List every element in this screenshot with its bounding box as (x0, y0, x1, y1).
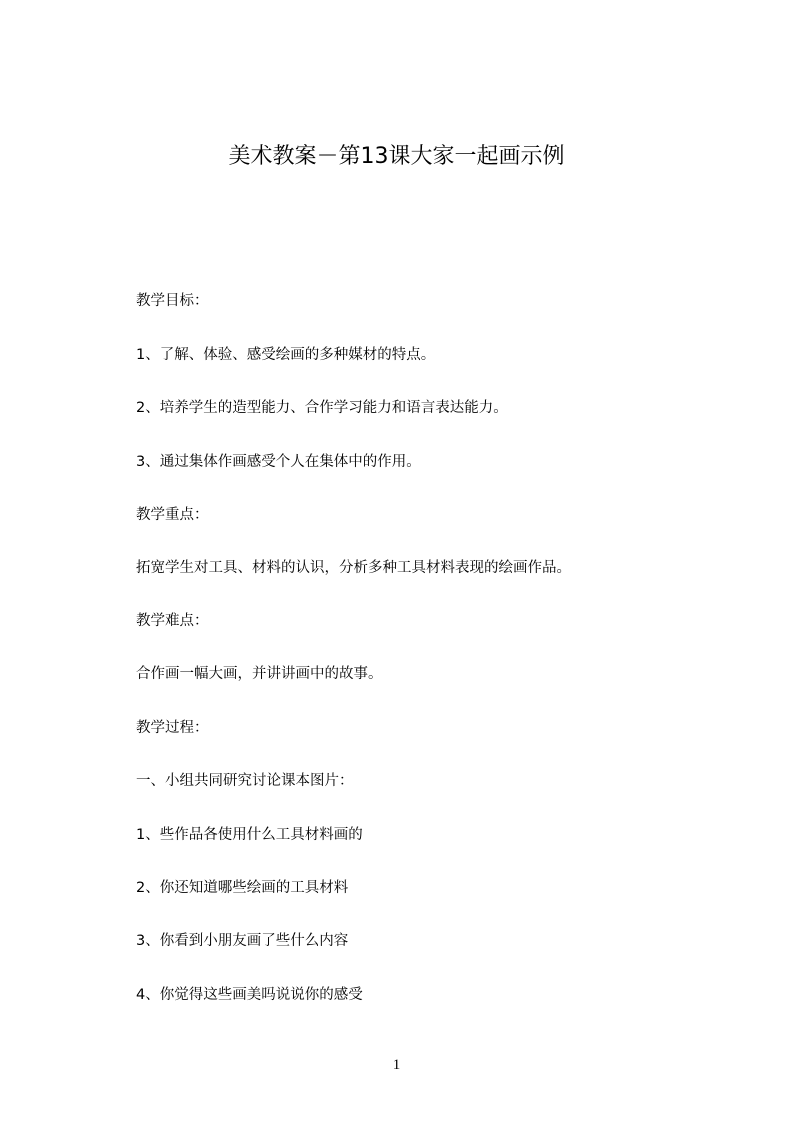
document-title: 美术教案－第13课大家一起画示例 (228, 144, 565, 169)
section-heading-key-points: 教学重点： (136, 507, 209, 523)
paragraph-objective-2: 2、培养学生的造型能力、合作学习能力和语言表达能力。 (136, 400, 508, 416)
section-heading-process: 教学过程： (136, 720, 209, 736)
paragraph-objective-3: 3、通过集体作画感受个人在集体中的作用。 (136, 454, 421, 470)
section-heading-difficulties: 教学难点： (136, 613, 209, 629)
list-item-question-1: 1、些作品各使用什么工具材料画的 (136, 827, 363, 843)
paragraph-key-points: 拓宽学生对工具、材料的认识，分析多种工具材料表现的绘画作品。 (136, 560, 571, 576)
list-item-question-4: 4、你觉得这些画美吗说说你的感受 (136, 987, 363, 1003)
section-heading-objectives: 教学目标： (136, 293, 209, 309)
paragraph-process-step-1: 一、小组共同研究讨论课本图片： (136, 773, 354, 789)
page-number: 1 (392, 1057, 401, 1073)
paragraph-difficulties: 合作画一幅大画，并讲讲画中的故事。 (136, 666, 383, 682)
list-item-question-3: 3、你看到小朋友画了些什么内容 (136, 933, 349, 949)
paragraph-objective-1: 1、了解、体验、感受绘画的多种媒材的特点。 (136, 347, 436, 363)
list-item-question-2: 2、你还知道哪些绘画的工具材料 (136, 880, 349, 896)
